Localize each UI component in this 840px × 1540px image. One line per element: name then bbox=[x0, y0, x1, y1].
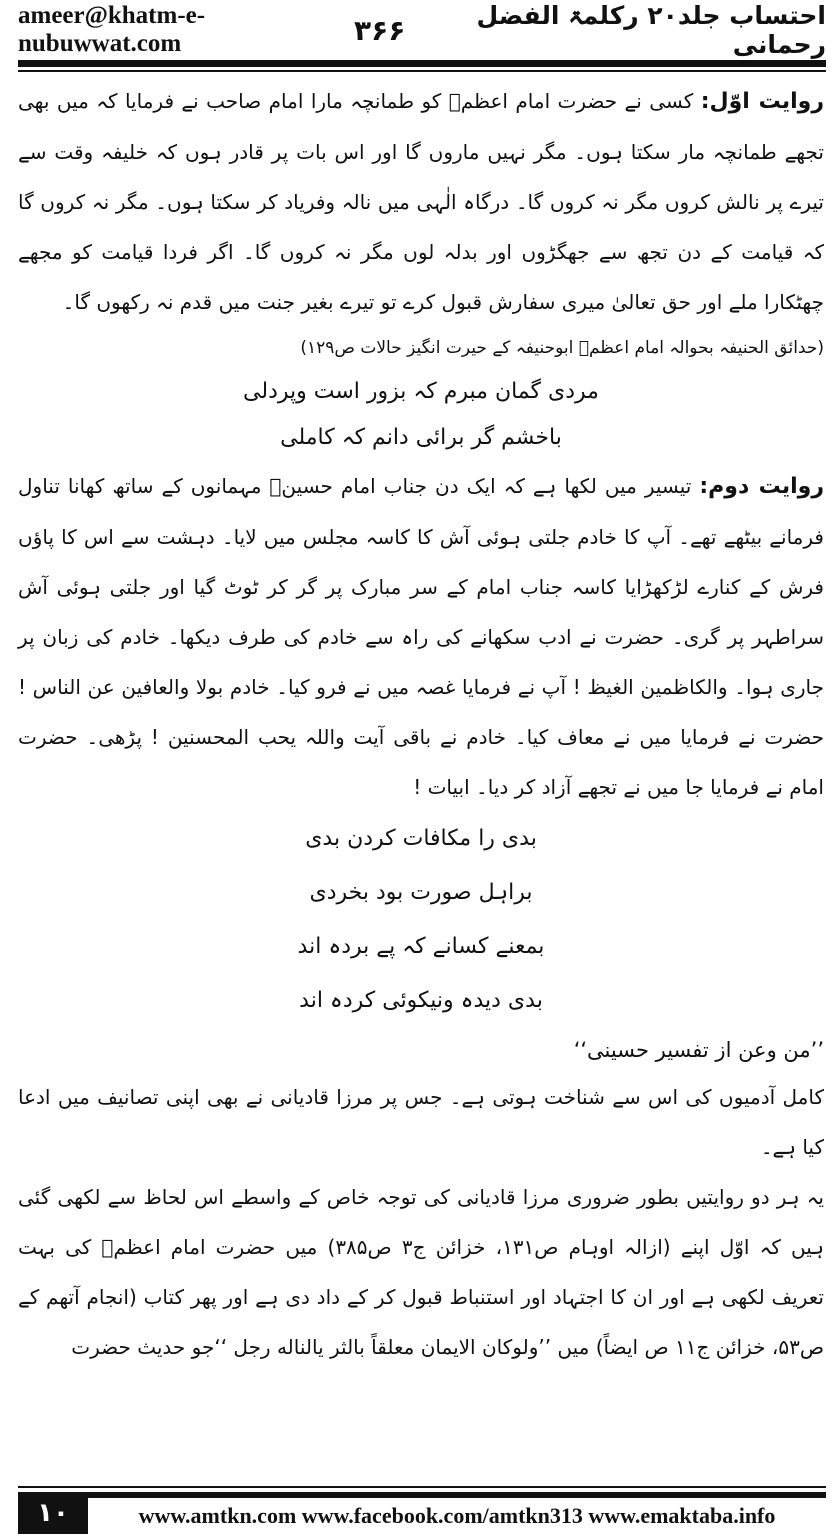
paragraph-lead: روایت دوم: bbox=[699, 474, 824, 499]
poem-line: بمعنے کسانے کہ پے بردہ اند bbox=[297, 934, 545, 959]
book-title: احتساب جلد۲۰ رکلمۃ الفضل رحمانی bbox=[476, 1, 826, 59]
header-rule-thick bbox=[18, 60, 826, 67]
header-rule-thin bbox=[18, 70, 826, 72]
poem-line: باخشم گر برائی دانم کہ کاملی bbox=[280, 425, 562, 450]
paragraph-text: یہ ہر دو روایتیں بطور ضروری مرزا قادیانی کی توجہ خاص کے واسطے اس لحاظ سے لکھی گئی ہیں کہ اوّل اپنے (ازالہ اوہام ص۱۳۱، خزائن ج۳ ص۳۸۵) میں حضرت امام اعظمؒ کی بہت تعریف لکھی ہے اور ان کا اجتہاد اور استنباط قبول کر کے داد دی ہے اور پھر کتاب (انجام آتھم کے ص۵۳، خزائن ج۱۱ ص ایضاً) میں ’’ولوکان الایمان معلقاً بالثر یالناله رجل ‘‘جو حدیث حضرت bbox=[18, 1185, 825, 1359]
poem-line: براہل صورت بود بخردی bbox=[309, 880, 533, 905]
footer-urls[interactable]: www.amtkn.com www.facebook.com/amtkn313 www.emaktaba.info bbox=[138, 1503, 776, 1528]
paragraph-text: کامل آدمیوں کی اس سے شناخت ہوتی ہے۔ جس پر مرزا قادیانی نے بھی اپنی تصانیف میں ادعا کیا ہے۔ bbox=[18, 1085, 824, 1159]
poem-line: بدی را مکافات کردن بدی bbox=[305, 826, 537, 851]
page-number: ۳۶۶ bbox=[354, 13, 406, 47]
reference-citation: (حدائق الحنیفہ بحوالہ امام اعظمؒ ابوحنیفہ کے حیرت انگیز حالات ص۱۲۹) bbox=[300, 338, 824, 358]
quote-source: ’’من وعن از تفسیر حسینی‘‘ bbox=[573, 1038, 824, 1062]
header-email[interactable]: ameer@khatm-e-nubuwwat.com bbox=[18, 2, 206, 57]
paragraph-text: کسی نے حضرت امام اعظمؒ کو طمانچہ مارا امام صاحب نے فرمایا کہ میں بھی تجھے طمانچہ مار سکتا ہوں۔ مگر نہیں ماروں گا اور اس بات پر قادر ہوں کہ خلیفہ وقت سے تیرے پر نالش کروں مگر نہ کروں گا۔ درگاہ الٰہی میں نالہ وفریاد کر سکتا ہوں۔ مگر نہ کروں گا کہ قیامت کے دن تجھ سے جھگڑوں اور بدلہ لوں مگر نہ کروں گا۔ اگر فردا قیامت کو مجھے چھٹکارا ملے اور حق تعالیٰ میری سفارش قبول کرے تو تیرے بغیر جنت میں قدم نہ رکھوں گا۔ bbox=[18, 89, 824, 314]
paragraph-text: تیسیر میں لکھا ہے کہ ایک دن جناب امام حسینؓ مہمانوں کے ساتھ کھانا تناول فرمانے بیٹھے تھے۔ آپ کا خادم جلتی ہوئی آش کا کاسہ مجلس میں لایا۔ دہشت سے اس کا پاؤں فرش کے کنارے لڑکھڑایا کاسہ جناب امام کے سر مبارک پر گر کر ٹوٹ گیا اور جلتی ہوئی آش سراطہر پر گری۔ حضرت نے ادب سکھانے کی راہ سے خادم کی طرف دیکھا۔ خادم کی زبان پر جاری ہوا۔ والکاظمین الغیظ ! آپ نے فرمایا غصہ میں نے فرو کیا۔ خادم بولا والعافین عن الناس ! حضرت نے فرمایا میں نے معاف کیا۔ خادم نے باقی آیت واللہ یحب المحسنین ! پڑھی۔ حضرت امام نے فرمایا جا میں نے تجھے آزاد کر دیا۔ ابیات ! bbox=[18, 474, 824, 799]
page-header bbox=[18, 1, 826, 59]
page-body bbox=[18, 76, 824, 1372]
paragraph-riwayat-awwal bbox=[18, 76, 824, 327]
paragraph-riwayat-doum bbox=[18, 461, 824, 812]
poem-line: مردی گمان مبرم کہ بزور است وپردلی bbox=[243, 379, 599, 404]
footer-rule bbox=[18, 1486, 826, 1488]
folio-number: ۱۰ bbox=[18, 1492, 88, 1534]
paragraph-lead: روایت اوّل: bbox=[700, 89, 824, 114]
header-left bbox=[18, 2, 405, 58]
page-footer bbox=[18, 1492, 826, 1534]
footer-links-bar bbox=[88, 1492, 826, 1534]
poem-line: بدی دیدہ ونیکوئی کردہ اند bbox=[299, 988, 543, 1013]
